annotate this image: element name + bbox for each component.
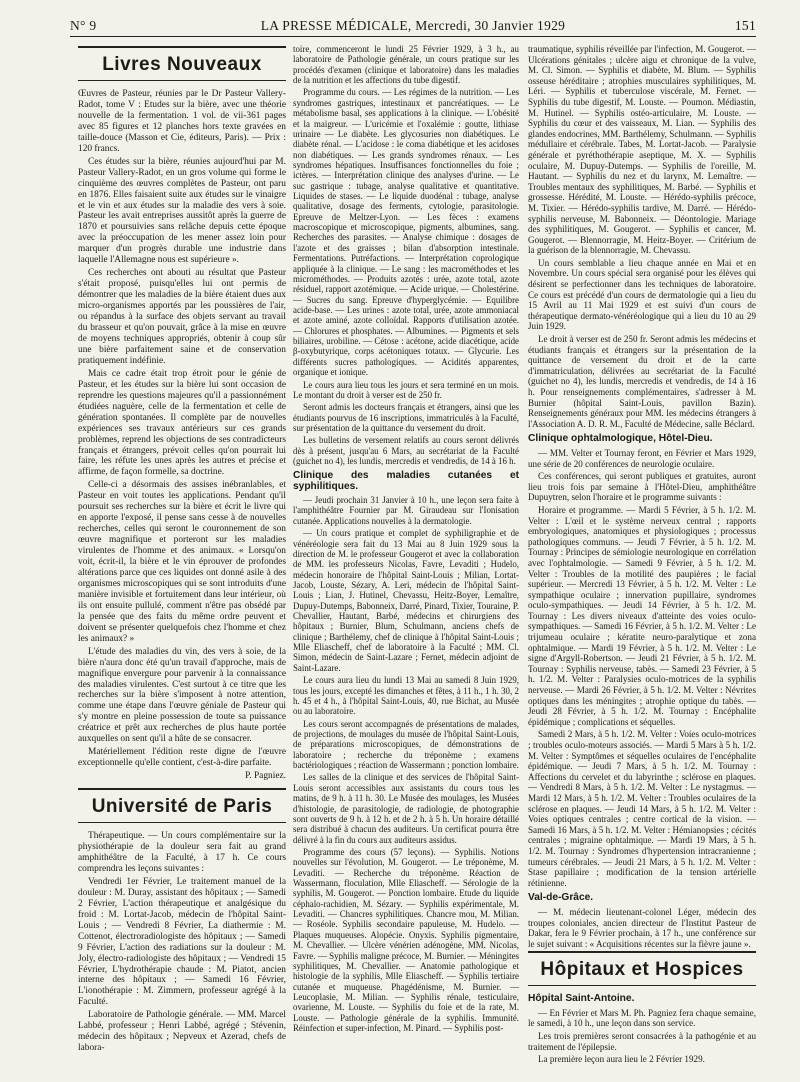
paragraph: — En Février et Mars M. Ph. Pagniez fera chaque semaine, le samedi, à 10 h., une leçon dans son service.	[528, 1007, 756, 1029]
paragraph: Matériellement l'édition reste digne de l'œuvre exceptionnelle qu'elle contient, c'est-à-dire parfaite.	[78, 747, 286, 769]
subsection-title-val-de-grace: Val-de-Grâce.	[528, 892, 594, 904]
paragraph: Le droit à verser est de 250 fr. Seront admis les médecins et étudiants français et étrangers sur la présentation de la quittance de versement du droit et de la carte d'immatriculation, délivrées au secrétariat de la Faculté (guichet no 4), les lundis, mercredis et vendredis, de 14 à 16 h. Pour renseignements complémentaires, s'adresser à M. Burnier (hôpital Saint-Louis, pavillon Bazin). Renseignements généraux pour MM. les médecins étrangers à l'Association A. D. R. M., Faculté de Médecine, salle Béclard.	[528, 334, 756, 429]
section-title-hopitaux: Hôpitaux et Hospices	[540, 959, 744, 981]
subsection-title-saint-antoine: Hôpital Saint-Antoine.	[528, 993, 635, 1005]
paragraph: Les bulletins de versement relatifs au cours seront délivrés dès à présent, jusqu'au 6 Mars, au secrétariat de la Faculté (guichet no 4), les lundis, mercredis et vendredis, de 14 à 16 h.	[293, 435, 519, 467]
column-right	[528, 44, 756, 1067]
paragraph: Samedi 2 Mars, à 5 h. 1/2. M. Velter : Voies oculo-motrices ; troubles oculo-moteurs associés. — Mardi 5 Mars à 5 h. 1/2. M. Velter : Symptômes et séquelles oculaires de l'encéphalite épidémique. — Jeudi 7 Mars, à 5 h. 1/2. M. Tournay : Affections du cervelet et du labyrinthe ; sclérose en plaques. — Vendredi 8 Mars, à 5 h. 1/2. M. Velter : Le nystagmus. — Mardi 12 Mars, à 5 h. 1/2. M. Velter : Troubles oculaires de la sclérose en plaques. — Jeudi 14 Mars, à 5 h. 1/2. M. Velter : Voies optiques centrales ; centre cortical de la vision. — Samedi 16 Mars, à 5 h. 1/2. M. Velter : Hémianopsies ; cécités centrales ; migraine ophtalmique. — Mardi 19 Mars, à 5 h. 1/2. M. Tournay : Syndromes d'hypertension intracranienne ; tumeurs cérébrales. — Jeudi 21 Mars, à 5 h. 1/2. M. Velter : Stase papillaire ; modification de la tension artérielle rétinienne.	[528, 729, 756, 888]
paragraph: — Jeudi prochain 31 Janvier à 10 h., une leçon sera faite à l'amphithéâtre Fournier par M. Giraudeau sur l'Ionisation cutanée. Applications nouvelles à la dermatologie.	[293, 495, 519, 526]
paragraph: Horaire et programme. — Mardi 5 Février, à 5 h. 1/2. M. Velter : L'œil et le système nerveux central ; rapports embryologiques, anatomiques et physiologiques ; processus pathologiques communs. — Jeudi 7 Février, à 5 h. 1/2. M. Tournay : Principes de sémiologie neurologique en corrélation avec l'ophtalmologie. — Samedi 9 Février, à 5 h. 1/2. M. Velter : Troubles de la motilité des paupières ; le facial supérieur. — Mercredi 13 Février, à 5 h. 1/2. M. Velter : Le sympathique oculaire ; innervation pupillaire, syndromes oculo-sympathiques. — Jeudi 14 Février, à 5 h. 1/2. M. Tournay : Les divers niveaux d'atteinte des voies oculo-sympathiques. — Samedi 16 Février, à 5 h. 1/2. M. Velter : Le trijumeau oculaire ; kératite neuro-paralytique et zona ophtalmique. — Mardi 19 Février, à 5 h. 1/2. M. Velter : Le signe d'Argyll-Robertson. — Jeudi 21 Février, à 5 h. 1/2. M. Tournay : Syphilis nerveuse, tabès. — Samedi 23 Février, à 5 h. 1/2. M. Velter : Paralysies oculo-motrices de la syphilis nerveuse. — Mardi 26 Février, à 5 h. 1/2. M. Velter : Névrites optiques dans les méningites ; atrophie optique du tabès. — Jeudi 28 Février, à 5 h. 1/2. M. Tournay : Encéphalite épidémique ; complications et séquelles.	[528, 504, 756, 727]
paragraph: Programme du cours. — Les régimes de la nutrition. — Les syndromes gastriques, intestinaux et pancréatiques. — Le métabolisme basal, ses applications à la clinique. — L'obésité et la maigreur. — L'uricémie et l'oxalémie : goutte, lithiase urinaire — Le diabète. Les glycosuries non diabétiques. Le diabète rénal. — L'acidose : le coma diabétique et les acidoses non diabétiques. — Les grands syndromes rénaux. — Les syndromes hépatiques. Insuffisances fonctionnelles du foie ; ictères. — Interprétation clinique des analyses d'urine. — Le suc gastrique : tubage, analyse qualitative et quantitative. Liquides de stases. — Le liquide duodénal : tubage, analyse qualitative, dosage des ferments, cytologie, parasitologie. Epreuve de Meltzer-Lyon. — Les fèces : examens macroscopique et microscopique, pigments, albumines, sang. Recherches des parasites. — Analyse chimique : dosages de l'azote et des graisses ; bilan d'absorption intestinale. Fermentations. Putréfactions. — Interprétation coprologique appliquée à la clinique. — Le sang : les macrométhodes et les microméthodes. — Produits azotés : urée, azote total, azote résiduel, rapport azotémique. — Acide urique. — Cholestérine. — Sucres du sang. Epreuve d'hyperglycémie. — Equilibre acide-base. — Les urines : azote total, urée, azote ammoniacal et azote aminé, azote colloïdal. Rapports d'utilisation azotée. — Chlorures et phosphates. — Albumines. — Pigments et sels biliaires, urobiline. — Cétose : acétone, acide diacétique, acide β-oxybutyrique, corps acétoniques totaux. — Glycurie. Les différents sucres pathologiques. — Acidités apparentes, organique et ionique.	[293, 87, 519, 378]
paragraph: Programme des cours (57 leçons). — Syphilis. Notions nouvelles sur l'évolution, M. Gougerot. — Le tréponème, M. Levaditi. — Recherche du tréponème. Réaction de Wassermann, floculation, Mlle Eliascheff. — Sérologie de la syphilis, M. Gougerot. — Ponction lombaire. Etude du liquide céphalo-rachidien, M. Sézary. — Syphilis expérimentale, M. Levaditi. — Chancres syphilitiques. Chancre mou, M. Milian. — Roséole. Syphilis secondaire papuleuse, M. Hudelo. — Plaques muqueuses. Alopécie. Onyxis. Syphilis pigmentaire, M. Chevallier. — Ulcère vénérien adénogène, MM. Nicolas, Favre. — Syphilis maligne précoce, M. Burnier. — Méningites syphilitiques, M. Chevallier. — Anatomie pathologique et histologie de la syphilis, Mlle Eliascheff. — Syphilis tertiaire cutanée et muqueuse. Phagédénisme, M. Burnier. — Leucoplasie, M. Milian. — Syphilis rénale, testiculaire, ovarienne, M. Louste. — Syphilis du foie et de la rate, M. Louste. — Pathologie générale de la syphilis. Immunité. Réinfection et super-infection, M. Pinard. — Syphilis post-	[293, 846, 519, 1034]
paragraph: Seront admis les docteurs français et étrangers, ainsi que les étudiants pourvus de 16 inscriptions, immatriculés à la Faculté, sur présentation de la quittance du versement du droit.	[293, 402, 519, 433]
paragraph: Ces recherches ont abouti au résultat que Pasteur s'était proposé, puisqu'elles lui ont permis de démontrer que les maladies de la bière étaient dues aux micro-organismes apportés par les poussières de l'air, ou répandus à la surface des objets servant au travail du brasseur et qu'on pouvait, grâce à la mise en œuvre de moyens techniques appropriés, obtenir à coup sûr une bière parfaitement saine et de conservation pratiquement indéfinie.	[78, 268, 286, 366]
paragraph: Les salles de la clinique et des services de l'hôpital Saint-Louis seront accessibles aux assistants du cours tous les matins, de 9 h. à 11 h. 30. Le Musée des moulages, les Musées d'histologie, de parasitologie, de radiologie, de photographie sont ouverts de 9 h. à 12 h. et de 2 h. à 5 h. Un horaire détaillé sera distribué à chacun des auditeurs. Un certificat pourra être délivré à la fin du cours aux auditeurs assidus.	[293, 772, 519, 845]
paragraph: Celle-ci a désormais des assises inébranlables, et Pasteur en voit toutes les applications. Pendant qu'il poursuit ses recherches sur la bière et écrit le livre qui en apporte l'exposé, il pense sans cesse à de nouvelles recherches, celles qui seront le couronnement de son œuvre magnifique et porteront sur les maladies virulentes de l'homme et des animaux. « Lorsqu'on voit, écrit-il, la bière et le vin éprouver de profondes altérations parce que ces liquides ont donné asile à des organismes microscopiques qui se sont introduits d'une manière invisible et fortuitement dans leur intérieur, où ils ont ensuite pullulé, comment n'être pas obsédé par la pensée que des faits du même ordre peuvent et doivent se présenter quelquefois chez l'homme et chez les animaux? »	[78, 480, 286, 644]
paragraph: Les trois premières seront consacrées à la pathogénie et au traitement de l'épilepsie.	[528, 1031, 756, 1052]
page-number: 151	[734, 18, 756, 33]
paragraph: Laboratoire de Pathologie générale. — MM. Marcel Labbé, professeur ; Henri Labbé, agrégé ; Stévenin, médecin des hôpitaux ; Nepveux et Azerad, chefs de labora-	[78, 1010, 286, 1054]
paragraph: — Un cours pratique et complet de syphiligraphie et de vénéréologie sera fait du 13 Mai au 8 Juin 1929 sous la direction de M. le professeur Gougerot et avec la collaboration de MM. les professeurs Nicolas, Favre, Levaditi ; Hudelo, médecin honoraire de l'hôpital Saint-Louis ; Milian, Lortat-Jacob, Louste, Sézary, A. Leri, médecin de l'hôpital Saint-Louis ; Lian, J. Hutinel, Chevassu, Heitz-Boyer, Lemaître, Dupuy-Dutemps, Babonneix, Darré, Pinard, Tixier, Touraine, P. Chevallier, Hautant, Barbé, médecins et chirurgiens des hôpitaux ; Burnier, Blum, Schulmann, anciens chefs de clinique ; Barthélemy, chef de clinique à l'hôpital Saint-Louis ; Mlle Eliascheff, chef de laboratoire à la Faculté ; MM. Cl. Simon, médecin de Saint-Lazare ; Fernet, médecin adjoint de Saint-Lazare.	[293, 528, 519, 673]
issue-number: N° 9	[70, 18, 97, 33]
paragraph: Vendredi 1er Février, Le traitement manuel de la douleur : M. Duray, assistant des hôpitaux ; — Samedi 2 Février, L'action thérapeutique et analgésique du froid : M. Lortat-Jacob, médecin de l'hôpital Saint-Louis ; — Vendredi 8 Février, La diathermie : M. Cottenot, électroradiologiste des hôpitaux ; — Samedi 9 Février, L'action des radiations sur la douleur : M. Joly, électro-radiologiste des hôpitaux ; — Vendredi 15 Février, L'hydrothérapie chaude : M. Piatot, ancien interne des hôpitaux ; — Samedi 16 Février, L'ionothérapie : M. Zimmern, professeur agrégé à la Faculté.	[78, 876, 286, 1008]
column-middle	[293, 44, 519, 1035]
column-left	[78, 44, 286, 1056]
paragraph: Ces conférences, qui seront publiques et gratuites, auront lieu trois fois par semaine à l'Hôtel-Dieu, amphithéâtre Dupuytren, selon l'horaire et le programme suivants :	[528, 471, 756, 503]
paragraph: toire, commenceront le lundi 25 Février 1929, à 3 h., au laboratoire de Pathologie générale, un cours pratique sur les procédés d'examen (clinique et laboratoire) dans les maladies de la nutrition et les affections du tube digestif.	[293, 44, 519, 86]
paragraph: Œuvres de Pasteur, réunies par le Dr Pasteur Vallery-Radot, tome V : Etudes sur la bière, avec une théorie nouvelle de la fermentation. 1 vol. de vii-361 pages avec 85 figures et 12 planches hors texte gravées en taille-douce (Masson et Cie, éditeurs, Paris). — Prix : 120 francs.	[78, 89, 286, 154]
section-title-livres: Livres Nouveaux	[102, 54, 262, 75]
section-header-universite	[78, 788, 286, 823]
section-header-livres	[78, 46, 286, 81]
section-header-hopitaux	[528, 951, 756, 986]
paragraph: Ces études sur la bière, réunies aujourd'hui par M. Pasteur Vallery-Radot, en un gros volume qui forme le cinquième des œuvres complètes de Pasteur, ont paru en 1876. Elles faisaient suite aux études sur le vinaigre et le vin et aux études sur la maladie des vers à soie. Pasteur les avait entreprises aussitôt après la guerre de 1870 et poursuivies sans relâche depuis cette époque avec la préoccupation de les mener assez loin pour marquer d'un progrès durable une industrie dans laquelle l'Allemagne nous est supérieure ».	[78, 156, 286, 266]
journal-masthead: LA PRESSE MÉDICALE, Mercredi, 30 Janvier 1929	[260, 18, 566, 33]
paragraph: Le cours aura lieu tous les jours et sera terminé en un mois. Le montant du droit à verser est de 250 fr.	[293, 379, 519, 400]
signature: P. Pagniez.	[245, 771, 286, 782]
paragraph: Un cours semblable a lieu chaque année en Mai et en Novembre. Un cours spécial sera organisé pour les élèves qui désirent se perfectionner dans les techniques de laboratoire. Ce cours est précédé d'un cours de dermatologie qui a lieu du 15 Avril au 11 Mai 1929 et est suivi d'un cours de thérapeutique dermato-vénéréologique qui a lieu du 10 au 29 Juin 1929.	[528, 257, 756, 332]
section-title-universite: Université de Paris	[91, 796, 273, 818]
paragraph: Les cours seront accompagnés de présentations de malades, de projections, de moulages du musée de l'hôpital Saint-Louis, de préparations microscopiques, de démonstrations de laboratoire ; recherche du tréponème ; examens bactériologiques ; réaction de Wassermann ; ponction lombaire.	[293, 718, 519, 771]
paragraph: L'étude des maladies du vin, des vers à soie, de la bière n'aura donc été qu'un travail d'approche, mais de magnifique envergure pour parvenir à la connaissance des maladies virulentes. C'est surtout à ce titre que les recherches sur la bière s'imposent à notre attention, comme une étape dans l'œuvre géniale de Pasteur qui s'y montre en pleine possession de toute sa puissance créatrice et prêt aux recherches de plus haute portée auxquelles on sent qu'il a hâte de se consacrer.	[78, 646, 286, 745]
subsection-title-ophtalmologique: Clinique ophtalmologique, Hôtel-Dieu.	[528, 433, 713, 445]
paragraph: Thérapeutique. — Un cours complémentaire sur la physiothérapie de la douleur sera fait au grand amphithéâtre de la Faculté, à 17 h. Ce cours comprendra les leçons suivantes :	[78, 831, 286, 874]
paragraph: — MM. Velter et Tournay feront, en Février et Mars 1929, une série de 20 conférences de neurologie oculaire.	[528, 447, 756, 469]
paragraph: Le cours aura lieu du lundi 13 Mai au samedi 8 Juin 1929, tous les jours, excepté les dimanches et fêtes, à 11 h., 1 h. 30, 2 h. 45 et 4 h., à l'hôpital Saint-Louis, 40, rue Bichat, au Musée ou au laboratoire.	[293, 675, 519, 717]
paragraph: traumatique, syphilis réveillée par l'infection, M. Gougerot. — Ulcérations génitales ; ulcère aigu et chronique de la vulve, M. Cl. Simon. — Syphilis et diabète, M. Blum. — Syphilis osseuse héréditaire ; atrophies musculaires syphilitiques, M. Léri. — Syphilis et tuberculose viscérale, M. Fernet. — Syphilis du tube digestif, M. Louste. — Poumon. Médiastin, M. Hutinel. — Syphilis ostéo-articulaire, M. Louste. — Syphilis du cœur et des vaisseaux, M. Lian. — Syphilis des glandes endocrines, MM. Barthélemy, Schulmann. — Syphilis médullaire et cérébrale. Tabes, M. Lortat-Jacob. — Paralysie générale et pyréthothérapie aseptique, M. X. — Syphilis oculaire, M. Dupuy-Dutemps. — Syphilis de l'oreille, M. Hautant. — Syphilis du nez et du larynx, M. Lemaître. — Troubles mentaux des syphilitiques, M. Barbé. — Syphilis et grossesse. Hérédité, M. Louste. — Hérédo-syphilis précoce, M. Tixier. — Hérédo-syphilis tardive, M. Darré. — Hérédo-syphilis nerveuse, M. Babonneix. — Déontologie. Mariage des syphilitiques, M. Gougerot. — Syphilis et cancer, M. Gougerot. — Blennorragie, M. Heitz-Boyer. — Critérium de la guérison de la blennorragie, M. Chevassu.	[528, 44, 756, 256]
paragraph: La première leçon aura lieu le 2 Février 1929.	[538, 1054, 705, 1065]
paragraph: — M. médecin lieutenant-colonel Léger, médecin des troupes coloniales, ancien directeur de l'Institut Pasteur de Dakar, fera le 9 Février prochain, à 17 h., une conférence sur le sujet suivant : « Acquisitions récentes sur la fièvre jaune ».	[528, 906, 756, 949]
subsection-title-clinique-cutanee: Clinique des maladies cutanées et syphilitiques.	[293, 470, 519, 492]
paragraph: Mais ce cadre était trop étroit pour le génie de Pasteur, et les études sur la bière lui sont occasion de reprendre les questions majeures qu'il a passionnément étudiées naguère, celle de la fermentation et celle de génération spontanées. Il complète par de nouvelles expériences ses travaux antérieurs sur ces grands problèmes, reprend les objections de ses contradicteurs français et étrangers, prévoit celles qu'on pourrait lui faire, les réfute les unes après les autres et précise et affirme, de façon formelle, sa doctrine.	[78, 368, 286, 478]
page-header	[70, 14, 756, 37]
